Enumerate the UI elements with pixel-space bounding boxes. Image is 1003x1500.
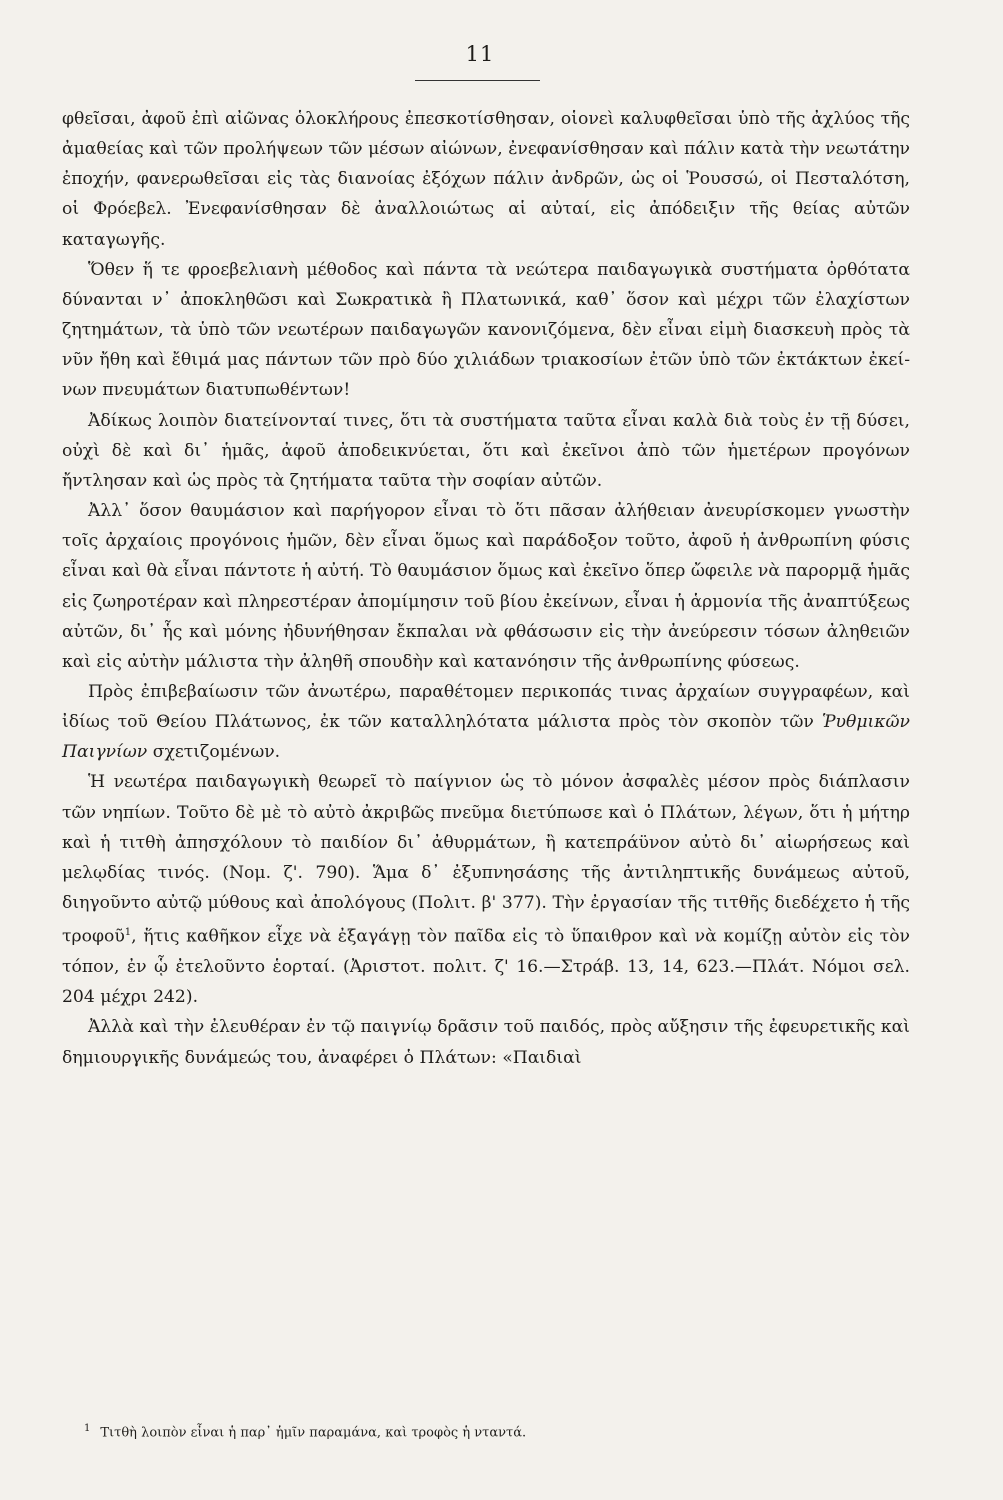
paragraph-5-italic-title: Ῥυθμικῶν Παιγνίων	[62, 712, 910, 763]
paragraph-4: Ἀλλ᾽ ὅσον θαυμάσιον καὶ παρήγορον εἶναι τὸ ὅτι πᾶσαν ἀλήθειαν ἀνευρίσκομεν γνωστὴν τοῖς ἀρχαίοις προγόνοις ἡμῶν, δὲν εἶναι ὅμως καὶ παράδοξον τοῦτο, ἀφοῦ ἡ ἀνθρωπίνη φύσις εἶναι καὶ θὰ εἶναι πάντοτε ἡ αὐτή. Τὸ θαυμάσιον ὅμως καὶ ἐκεῖνο ὅπερ ὤφειλε νὰ παρορμᾷ ἡμᾶς εἰς ζωηροτέραν καὶ πληρεστέραν ἀπομίμησιν τοῦ βίου ἐκείνων, εἶναι ἡ ἁρμονία τῆς ἀναπτύξεως αὐτῶν, δι᾽ ἧς καὶ μόνης ἠδυνήθησαν ἔκπαλαι νὰ φθάσωσιν εἰς τὴν ἀνεύρεσιν τόσων ἀληθειῶν καὶ εἰς αὐτὴν μάλιστα τὴν ἀληθῆ σπουδὴν καὶ κατανόησιν τῆς ἀνθρωπίνης φύσεως.	[62, 501, 910, 672]
header-rule	[415, 80, 540, 81]
footnote-text: Τιτθὴ λοιπὸν εἶναι ἡ παρ᾽ ἡμῖν παραμάνα, καὶ τροφὸς ἡ νταντά.	[100, 1425, 527, 1441]
paragraph-7: Ἀλλὰ καὶ τὴν ἐλευθέραν ἐν τῷ παιγνίῳ δρᾶσιν τοῦ παιδός, πρὸς αὔξησιν τῆς ἐφευρετικῆς καὶ δημιουργικῆς δυνάμεώς του, ἀναφέρει ὁ Πλάτων: «Παιδιαὶ	[62, 1017, 910, 1068]
body-text	[62, 104, 910, 1073]
paragraph-6	[62, 767, 910, 1012]
footnote	[84, 1420, 904, 1442]
paragraph-6-text-a: Ἡ νεωτέρα παιδαγωγικὴ θεωρεῖ τὸ παίγνιον ὡς τὸ μόνον ἀσφαλὲς μέσον πρὸς διάπλασιν τῶν νηπίων. Τοῦτο δὲ μὲ τὸ αὐτὸ ἀκριβῶς πνεῦμα διετύπωσε καὶ ὁ Πλάτων, λέγων, ὅτι ἡ μήτηρ καὶ ἡ τιτθὴ ἀπησχόλουν τὸ παιδίον δι᾽ ἀθυρμάτων, ἢ κατεπράϋνον αὐτὸ δι᾽ αἰωρήσεως καὶ μελῳδίας τινός. (Νομ. ζ'. 790). Ἅμα δ᾽ ἐξυπνησάσης τῆς ἀντιληπτικῆς δυνάμεως αὐτοῦ, διηγοῦντο αὐτῷ μύθους καὶ ἀπολόγους (Πολιτ. β' 377). Τὴν ἐργασίαν τῆς τιτθῆς διεδέχετο ἡ τῆς τροφοῦ	[62, 772, 910, 947]
paragraph-6-text-b: , ἥτις καθῆκον εἶχε νὰ ἐξαγάγῃ τὸν παῖδα εἰς τὸ ὕπαιθρον καὶ νὰ κομίζῃ αὐτὸν εἰς τὸν τόπον, ἐν ᾧ ἐτελοῦντο ἑορταί. (Ἀριστοτ. πολιτ. ζ' 16.—Στράβ. 13, 14, 623.—Πλάτ. Νόμοι σελ. 204 μέχρι 242).	[62, 926, 910, 1008]
paragraph-2: Ὅθεν ἥ τε φροεβελιανὴ μέθοδος καὶ πάντα τὰ νεώτερα παιδαγωγικὰ συστήματα ὀρθότατα δύνανται ν᾽ ἀποκληθῶσι καὶ Σωκρατικὰ ἢ Πλατωνικά, καθ᾽ ὅσον καὶ μέχρι τῶν ἐλαχίστων ζητημάτων, τὰ ὑπὸ τῶν νεωτέρων παιδαγωγῶν κανονιζόμενα, δὲν εἶναι εἰμὴ διασκευὴ πρὸς τὰ νῦν ἤθη καὶ ἔθιμά μας πάντων τῶν πρὸ δύο χιλιάδων τριακοσίων ἐτῶν ὑπὸ τῶν ἐκτάκτων ἐκείνων πνευμάτων διατυπωθέντων!	[62, 259, 910, 401]
paragraph-3: Ἀδίκως λοιπὸν διατείνονταί τινες, ὅτι τὰ συστήματα ταῦτα εἶναι καλὰ διὰ τοὺς ἐν τῇ δύσει, οὐχὶ δὲ καὶ δι᾽ ἡμᾶς, ἀφοῦ ἀποδεικνύεται, ὅτι καὶ ἐκεῖνοι ἀπὸ τῶν ἡμετέρων προγόνων ἤντλησαν καὶ ὡς πρὸς τὰ ζητήματα ταῦτα τὴν σοφίαν αὐτῶν.	[62, 410, 910, 491]
footnote-mark: 1	[84, 1423, 91, 1434]
paragraph-5	[62, 677, 910, 767]
paragraph-1: φθεῖσαι, ἀφοῦ ἐπὶ αἰῶνας ὁλοκλήρους ἐπεσκοτίσθησαν, οἱονεὶ καλυφθεῖσαι ὑπὸ τῆς ἀχλύος τῆς ἀμαθείας καὶ τῶν προλήψεων τῶν μέσων αἰώνων, ἐνεφανίσθησαν καὶ πάλιν κατὰ τὴν νεωτάτην ἐποχήν, φανερωθεῖσαι εἰς τὰς διανοίας ἐξόχων πάλιν ἀνδρῶν, ὡς οἱ Ῥουσσώ, οἱ Πεσταλότση, οἱ Φρόεβελ. Ἐνεφανίσθησαν δὲ ἀναλλοιώτως αἱ αὐταί, εἰς ἀπόδειξιν τῆς θείας αὐτῶν καταγωγῆς.	[62, 109, 910, 250]
footnote-reference: 1	[124, 927, 132, 939]
page-number: 11	[465, 42, 495, 66]
paragraph-5-text-b: σχετιζομένων.	[147, 742, 281, 763]
paragraph-5-text-a: Πρὸς ἐπιβεβαίωσιν τῶν ἀνωτέρω, παραθέτομεν περικοπάς τινας ἀρχαίων συγγραφέων, καὶ ἰδίως τοῦ Θείου Πλάτωνος, ἐκ τῶν καταλληλότατα μάλιστα πρὸς τὸν σκοπὸν τῶν	[62, 681, 910, 733]
